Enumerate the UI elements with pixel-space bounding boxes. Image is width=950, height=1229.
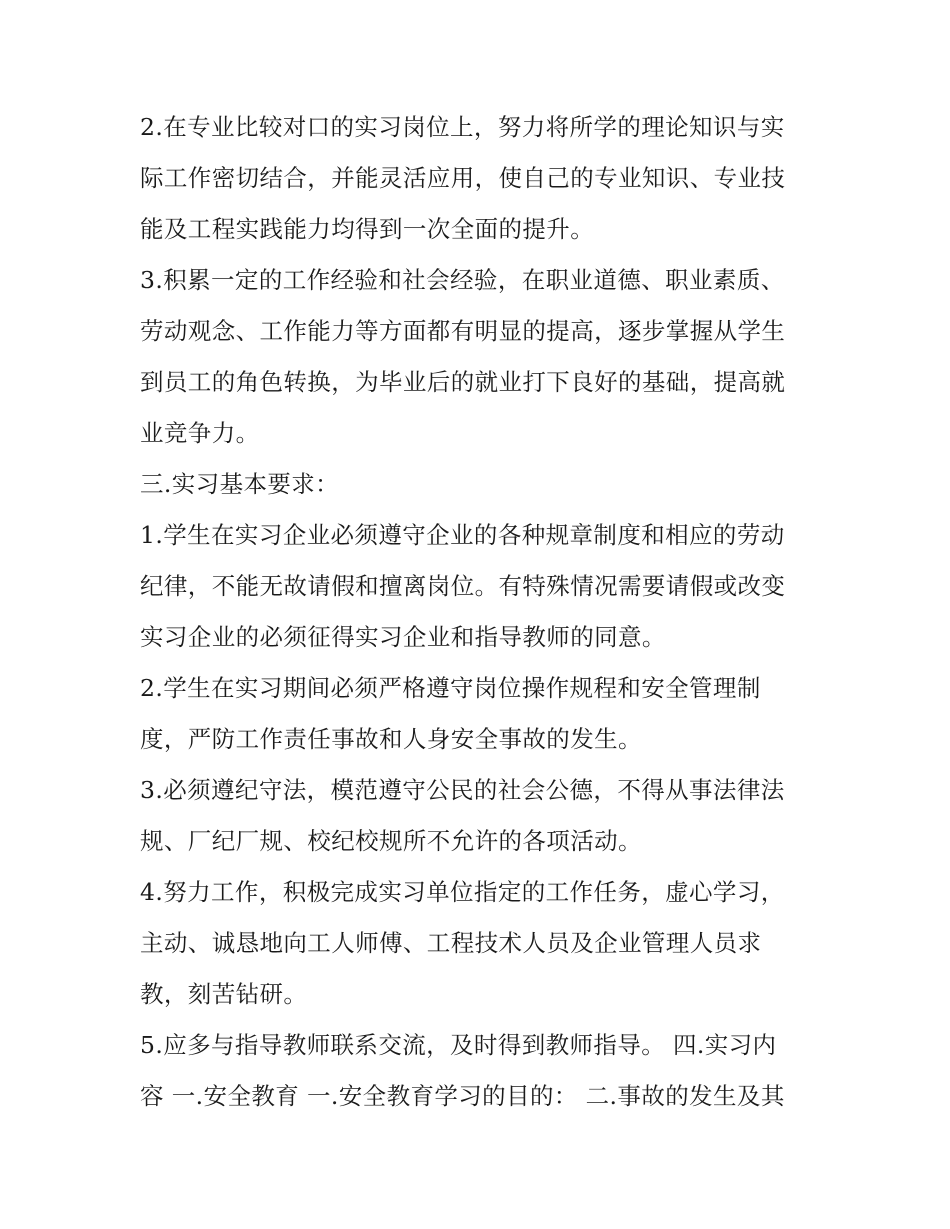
text-line: 业竞争力。 xyxy=(140,419,260,447)
section-heading-requirements xyxy=(140,459,820,510)
paragraph-requirement-3 xyxy=(140,765,820,867)
text-line: 规、厂纪厂规、校纪校规所不允许的各项活动。 xyxy=(140,827,642,855)
paragraph-requirement-2 xyxy=(140,663,820,765)
text-line: 2.学生在实习期间必须严格遵守岗位操作规程和安全管理制 xyxy=(140,674,761,702)
text-line: 能及工程实践能力均得到一次全面的提升。 xyxy=(140,215,595,243)
paragraph-requirement-1 xyxy=(140,510,820,663)
text-line: 三.实习基本要求： xyxy=(140,470,340,498)
text-line: 际工作密切结合，并能灵活应用，使自己的专业知识、专业技 xyxy=(140,164,786,192)
text-line: 劳动观念、工作能力等方面都有明显的提高，逐步掌握从学生 xyxy=(140,317,786,345)
text-line: 实习企业的必须征得实习企业和指导教师的同意。 xyxy=(140,623,666,651)
text-line: 主动、诚恳地向工人师傅、工程技术人员及企业管理人员求 xyxy=(140,929,762,957)
text-line: 4.努力工作，积极完成实习单位指定的工作任务，虚心学习， xyxy=(140,878,785,906)
text-line: 容 一.安全教育 一.安全教育学习的目的： 二.事故的发生及其 xyxy=(140,1082,785,1110)
text-line: 2.在专业比较对口的实习岗位上，努力将所学的理论知识与实 xyxy=(140,113,785,141)
text-line: 5.应多与指导教师联系交流，及时得到教师指导。 四.实习内 xyxy=(140,1031,777,1059)
text-line: 3.积累一定的工作经验和社会经验，在职业道德、职业素质、 xyxy=(140,266,785,294)
text-line: 度，严防工作责任事故和人身安全事故的发生。 xyxy=(140,725,642,753)
text-line: 纪律，不能无故请假和擅离岗位。有特殊情况需要请假或改变 xyxy=(140,572,786,600)
paragraph-objective-3 xyxy=(140,255,820,459)
text-line: 1.学生在实习企业必须遵守企业的各种规章制度和相应的劳动 xyxy=(140,521,785,549)
paragraph-requirement-4 xyxy=(140,867,820,1020)
document-body xyxy=(140,102,820,1122)
text-line: 到员工的角色转换，为毕业后的就业打下良好的基础，提高就 xyxy=(140,368,786,396)
paragraph-requirement-5 xyxy=(140,1020,820,1122)
paragraph-objective-2 xyxy=(140,102,820,255)
text-line: 教，刻苦钻研。 xyxy=(140,980,308,1008)
text-line: 3.必须遵纪守法，模范遵守公民的社会公德，不得从事法律法 xyxy=(140,776,785,804)
